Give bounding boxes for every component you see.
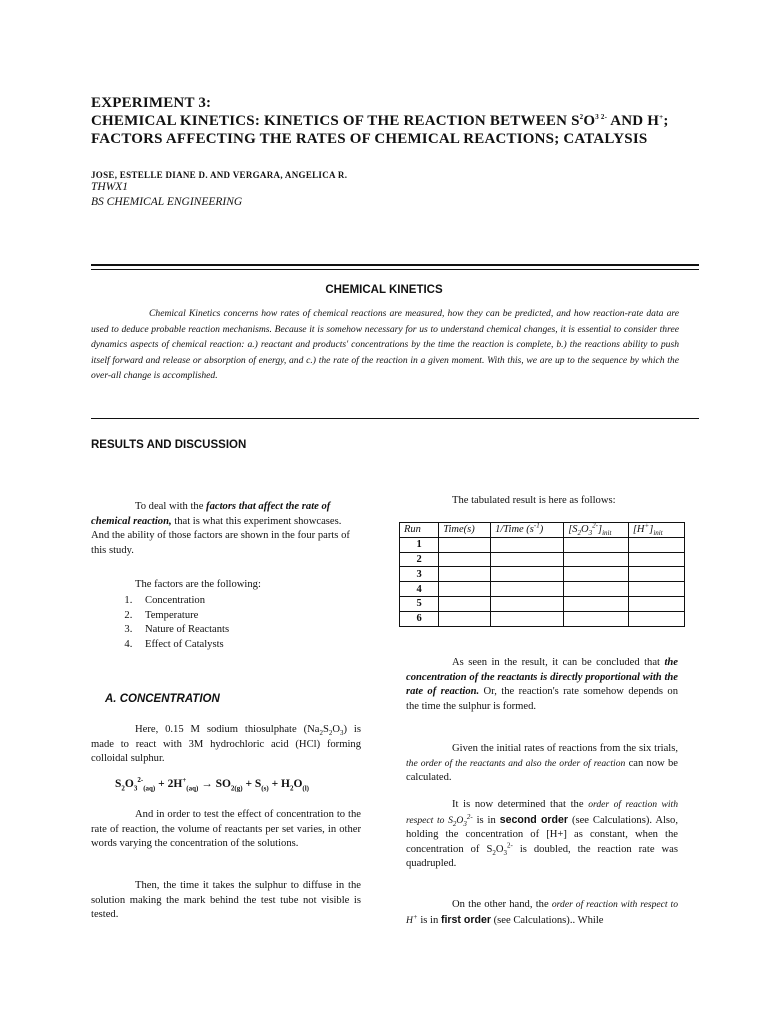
intro-emphasis: factors that affect the rate of chemical reaction, — [91, 501, 331, 527]
conc-p1-post: ) is made to react with 3M hydrochloric acid (HCl) forming colloidal sulphur. — [91, 724, 361, 765]
table-row — [400, 567, 685, 582]
header-thiosulphate: $[S_2O_3^{2-}]_{init}$ — [564, 523, 629, 538]
disc-p3-post: (see Calculations). Also, holding the concentration of [H+] as constant, when the concentration of S — [406, 814, 678, 855]
table-intro: The tabulated result is here as follows: — [452, 495, 616, 506]
title-line1-end: AND H — [607, 113, 660, 129]
disc-p1-pre: As seen in the result, it can be concluded that — [452, 657, 665, 668]
table-row — [400, 582, 685, 597]
list-item: 3. Nature of Reactants — [135, 623, 385, 638]
disc-p4-bold: first order — [440, 913, 491, 926]
disc-p1-post: Or, the reaction's rate somehow depends on the time the sulphur is formed. — [406, 686, 678, 712]
divider-thick — [91, 264, 699, 266]
table-row — [400, 596, 685, 611]
discussion-paragraph-1 — [406, 656, 678, 714]
reaction-equation: $S_2O_3^{2-}_{(aq)} + 2H^+_{(aq)} \to SO_{2(g)} + S_{(s)} + H_2O_{(l)}$ — [115, 776, 309, 793]
list-item: 1. Concentration — [135, 594, 385, 609]
intro-post: that is what this experiment showcases. And the ability of those factors are shown in the four parts of this study. — [91, 515, 350, 556]
title-line1-main: CHEMICAL KINETICS: KINETICS OF THE REACTION BETWEEN S — [91, 113, 580, 129]
header-run: Run — [400, 523, 439, 538]
disc-p4-mid: is in — [417, 914, 441, 926]
conc-p1-pre: Here, 0.15 M sodium thiosulphate (Na — [135, 724, 320, 735]
disc-p1-emphasis: the concentration of the reactants is directly proportional with the rate of reaction. — [406, 657, 678, 698]
disc-p3-pre: It is now determined that the — [452, 799, 589, 810]
disc-p3-mid: is in — [472, 814, 500, 826]
disc-p3-bold: second order — [499, 813, 569, 826]
table-header-row — [400, 523, 685, 538]
run-number: 4 — [400, 582, 439, 597]
header-hydrogen: $[H^+]_{init}$ — [628, 523, 684, 538]
table-row — [400, 611, 685, 626]
authors: JOSE, ESTELLE DIANE D. AND VERGARA, ANGELICA R. — [91, 170, 348, 180]
results-table — [399, 522, 685, 627]
section-code: THWX1 — [91, 181, 129, 193]
experiment-label: EXPERIMENT 3: — [91, 95, 212, 111]
table-row — [400, 537, 685, 552]
disc-p4-pre: On the other hand, the — [452, 899, 552, 910]
run-number: 5 — [400, 596, 439, 611]
concentration-heading: A. CONCENTRATION — [105, 693, 220, 705]
run-number: 2 — [400, 552, 439, 567]
concentration-paragraph-2: And in order to test the effect of concentration to the rate of reaction, the volume of reactants per set varies, in other words varying the concentration of the solutions. — [91, 809, 361, 850]
factors-intro: The factors are the following: — [135, 579, 261, 590]
concentration-paragraph-3: Then, the time it takes the sulphur to diffuse in the solution making the mark behind the test tube not visible is tested. — [91, 880, 361, 921]
disc-p4-emphasis: order of reaction with respect to H+ — [406, 899, 678, 926]
paper-title-line1: CHEMICAL KINETICS: KINETICS OF THE REACTION BETWEEN $S^2O^{3 2-}$ AND H+; — [91, 113, 669, 129]
divider-thin — [91, 269, 699, 270]
concentration-paragraph-1: Here, 0.15 M sodium thiosulphate $(Na_2S_2O_3)$ is made to react with 3M hydrochloric acid (HCl) forming colloidal sulphur. — [91, 724, 361, 765]
paper-title-line2: FACTORS AFFECTING THE RATES OF CHEMICAL REACTIONS; CATALYSIS — [91, 131, 648, 147]
intro-pre: To deal with the — [135, 501, 207, 512]
discussion-paragraph-3: It is now determined that the order of reaction with respect to $S_2O_3^{2-}$ is in second order (see Calculations). Also, holding the concentration of [H+] as constant, when the concentration of $S_2O_3^{2-}$ is doubled, the reaction rate was quadrupled. — [406, 799, 678, 870]
intro-paragraph — [91, 500, 361, 558]
results-heading: RESULTS AND DISCUSSION — [91, 439, 247, 451]
run-number: 1 — [400, 537, 439, 552]
run-number: 3 — [400, 567, 439, 582]
abstract-heading: CHEMICAL KINETICS — [325, 284, 443, 296]
program: BS CHEMICAL ENGINEERING — [91, 196, 243, 208]
disc-p3-emphasis: order of reaction with respect to $S_2O_3^{2-}$ — [406, 799, 678, 828]
table-row — [400, 552, 685, 567]
list-item: 2. Temperature — [135, 609, 385, 624]
disc-p3-end: is doubled, the reaction rate was quadrupled. — [406, 843, 678, 870]
disc-p2-pre: Given the initial rates of reactions from the six trials, — [452, 743, 678, 754]
run-number: 6 — [400, 611, 439, 626]
disc-p2-emphasis: the order of the reactants and also the order of reaction — [406, 757, 626, 769]
header-time: Time(s) — [439, 523, 491, 538]
divider-abstract — [91, 418, 699, 419]
header-inverse-time: 1/Time $(s^{-1})$ — [491, 523, 564, 538]
disc-p4-post: (see Calculations).. While — [490, 914, 604, 926]
discussion-paragraph-2 — [406, 742, 678, 786]
abstract-text: Chemical Kinetics concerns how rates of chemical reactions are measured, how they can be predicted, and how reaction-rate data are used to deduce probable reaction mechanisms. Because it is somehow necessary for us to understand chemical changes, it is essential to consider three dynamics aspects of chemical reaction: a.) reactant and products' concentrations by the time the reaction is complete, b.) the reactions ability to push itself forward and release or absorption of energy, and c.) the rate of the reaction in a given moment. With this, we are up to the sequence by which the over-all change is accomplished. — [91, 308, 679, 381]
discussion-paragraph-4 — [406, 898, 678, 928]
disc-p2-post: can now be calculated. — [406, 757, 679, 784]
factors-list — [91, 594, 385, 652]
list-item: 4. Effect of Catalysts — [135, 638, 385, 653]
